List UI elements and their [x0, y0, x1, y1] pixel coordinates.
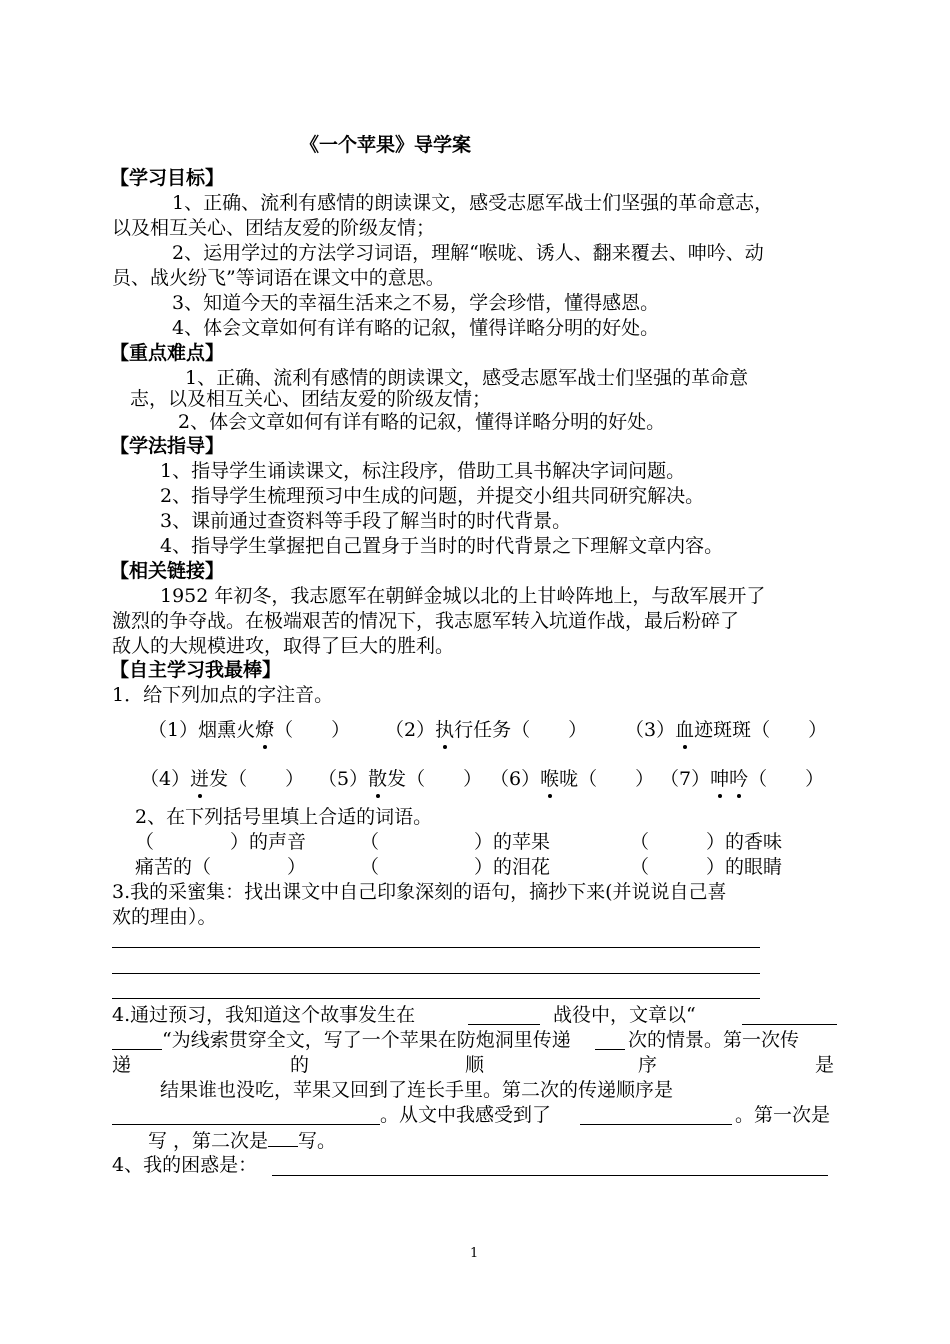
question-5: 4、我的困惑是：: [112, 1154, 258, 1176]
blank-count[interactable]: [595, 1049, 625, 1050]
blank-confusion[interactable]: [272, 1175, 828, 1176]
pinyin-item: （7）呻吟（ ）: [660, 768, 825, 790]
question-4-text: 次的情景。第一次传: [628, 1029, 800, 1051]
fill-blank-item: 痛苦的（ ）: [135, 856, 307, 878]
dotted-char: 吟: [729, 768, 749, 790]
fill-blank-item: （ ）的声音: [135, 831, 307, 853]
question-4-text: 顺: [465, 1054, 485, 1076]
fill-blank-item: （ ）的香味: [630, 831, 783, 853]
goal-line: 1、正确、流利有感情的朗读课文，感受志愿军战士们坚强的革命意志，: [172, 192, 774, 214]
goal-line: 2、运用学过的方法学习词语，理解“喉咙、诱人、翻来覆去、呻吟、动: [172, 242, 764, 264]
method-line: 3、课前通过查资料等手段了解当时的时代背景。: [160, 510, 572, 532]
key-line: 志，以及相互关心、团结友爱的阶级友情；: [130, 388, 492, 410]
pinyin-item: （2）执行任务（ ）: [385, 719, 588, 741]
fill-blank-item: （ ）的眼睛: [630, 856, 783, 878]
question-4-text: 递: [112, 1054, 132, 1076]
question-2: 2、在下列括号里填上合适的词语。: [135, 806, 433, 828]
pinyin-item: （5）散发（ ）: [318, 768, 483, 790]
pinyin-item: （1）烟熏火燎（ ）: [148, 719, 351, 741]
goal-line: 员、战火纷飞”等词语在课文中的意思。: [112, 267, 445, 289]
dotted-char: 呻: [710, 768, 730, 790]
section-heading-self-study: 【自主学习我最棒】: [110, 659, 282, 681]
blank-battle[interactable]: [468, 1024, 540, 1025]
key-line: 1、正确、流利有感情的朗读课文，感受志愿军战士们坚强的革命意: [185, 367, 749, 389]
link-line: 激烈的争夺战。在极端艰苦的情况下，我志愿军转入坑道作战，最后粉碎了: [112, 610, 740, 632]
question-4-text: 。从文中我感受到了: [380, 1104, 552, 1126]
question-4-text: 战役中，文章以“: [553, 1004, 696, 1026]
page-title: 《一个苹果》导学案: [300, 134, 472, 156]
pinyin-item: （3）血迹斑斑（ ）: [625, 719, 828, 741]
dotted-char: 燎: [255, 719, 275, 741]
question-1: 1．给下列加点的字注音。: [112, 684, 334, 706]
blank-feeling[interactable]: [580, 1124, 732, 1125]
section-heading-method: 【学法指导】: [110, 435, 225, 457]
section-heading-goals: 【学习目标】: [110, 167, 225, 189]
pinyin-item: （6）喉咙（ ）: [490, 768, 655, 790]
question-4-text: 写 ，第二次是 写。: [148, 1130, 337, 1152]
blank-clue-cont[interactable]: [112, 1049, 162, 1050]
method-line: 1、指导学生诵读课文，标注段序，借助工具书解决字词问题。: [160, 460, 686, 482]
fill-blank-item: （ ）的苹果: [360, 831, 551, 853]
question-4-text: 结果谁也没吃，苹果又回到了连长手里。第二次的传递顺序是: [160, 1079, 674, 1101]
answer-line[interactable]: [112, 947, 760, 948]
question-4-text: 。第一次是: [735, 1104, 831, 1126]
question-4-text: “为线索贯穿全文，写了一个苹果在防炮洞里传递: [162, 1029, 571, 1051]
question-3-cont: 欢的理由）。: [112, 906, 217, 928]
link-line: 1952 年初冬，我志愿军在朝鲜金城以北的上甘岭阵地上，与敌军展开了: [160, 585, 766, 607]
question-3: 3.我的采蜜集：找出课文中自己印象深刻的语句，摘抄下来(并说说自己喜: [112, 881, 727, 903]
answer-line[interactable]: [112, 973, 760, 974]
link-line: 敌人的大规模进攻，取得了巨大的胜利。: [112, 635, 455, 657]
blank-clue[interactable]: [742, 1024, 837, 1025]
method-line: 4、指导学生掌握把自己置身于当时的时代背景之下理解文章内容。: [160, 535, 724, 557]
fill-blank-item: （ ）的泪花: [360, 856, 551, 878]
key-line: 2、体会文章如何有详有略的记叙，懂得详略分明的好处。: [178, 411, 666, 433]
question-4-text: 的: [290, 1054, 310, 1076]
method-line: 2、指导学生梳理预习中生成的问题，并提交小组共同研究解决。: [160, 485, 705, 507]
goal-line: 以及相互关心、团结友爱的阶级友情；: [112, 217, 436, 239]
dotted-char: 执: [435, 719, 455, 741]
section-heading-key: 【重点难点】: [110, 342, 225, 364]
page-number: 1: [470, 1246, 479, 1261]
dotted-char: 血: [675, 719, 695, 741]
blank-order[interactable]: [112, 1124, 380, 1125]
section-heading-link: 【相关链接】: [110, 560, 225, 582]
pinyin-item: （4）迸发（ ）: [140, 768, 305, 790]
dotted-char: 迸: [190, 768, 210, 790]
blank-style[interactable]: [268, 1128, 298, 1147]
dotted-char: 散: [368, 768, 388, 790]
question-4-text: 序: [638, 1054, 658, 1076]
goal-line: 3、知道今天的幸福生活来之不易，学会珍惜，懂得感恩。: [172, 292, 660, 314]
question-4-text: 是: [815, 1054, 835, 1076]
answer-line[interactable]: [112, 998, 760, 999]
question-4-text: 4.通过预习，我知道这个故事发生在: [112, 1004, 416, 1026]
goal-line: 4、体会文章如何有详有略的记叙，懂得详略分明的好处。: [172, 317, 660, 339]
dotted-char: 喉: [540, 768, 560, 790]
